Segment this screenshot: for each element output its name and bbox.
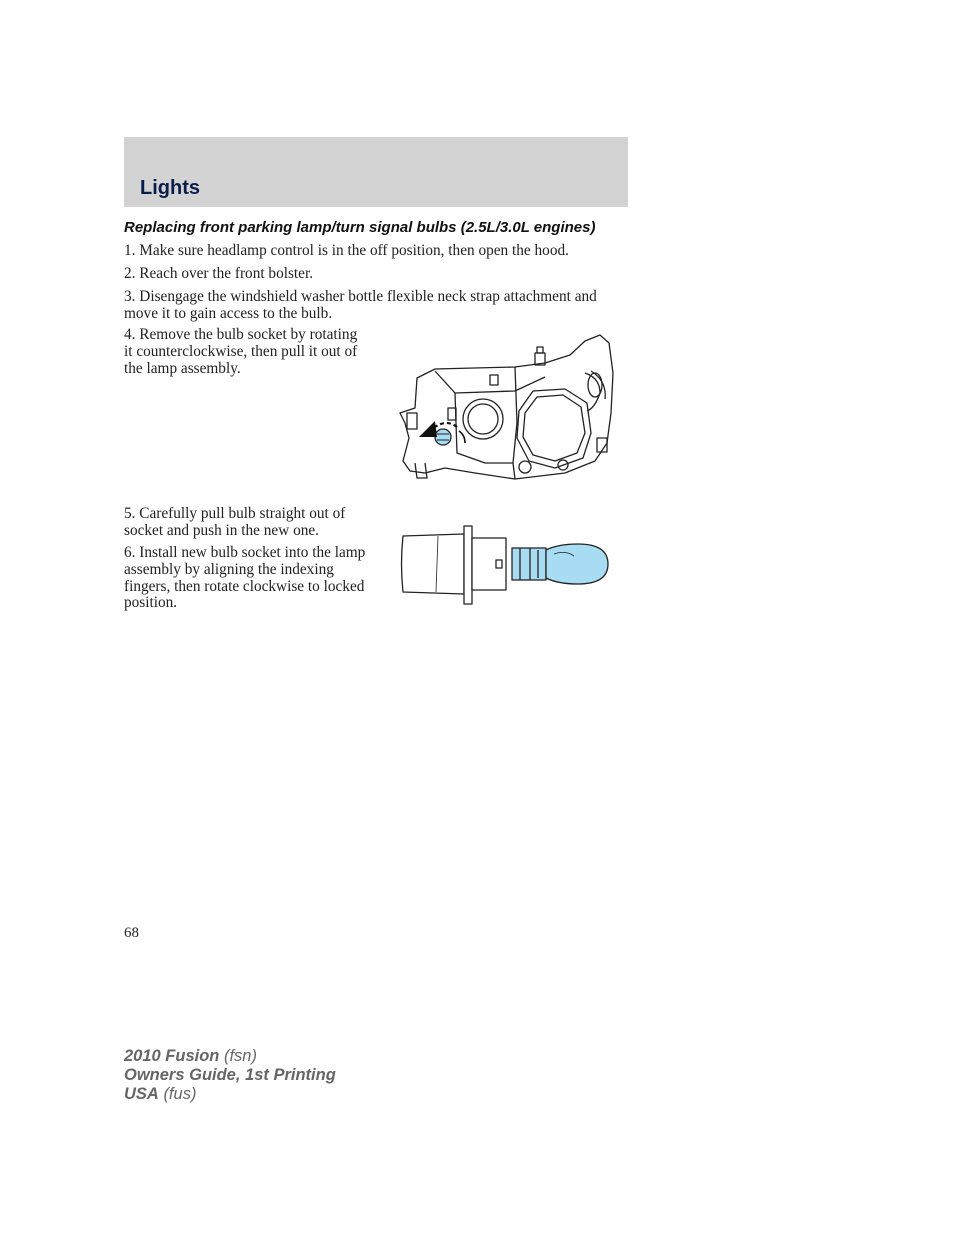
step-1: 1. Make sure headlamp control is in the off position, then open the hood. xyxy=(124,242,569,259)
footer-guide: Owners Guide, 1st Printing xyxy=(124,1066,336,1084)
section-header-band xyxy=(124,137,628,207)
footer-model-code: (fsn) xyxy=(223,1047,257,1065)
step-5: 5. Carefully pull bulb straight out of socket and push in the new one. xyxy=(124,505,346,539)
step-2: 2. Reach over the front bolster. xyxy=(124,265,314,282)
footer-line-guide xyxy=(124,1066,336,1085)
footer-line-market xyxy=(124,1085,336,1104)
footer-market-code: (fus) xyxy=(163,1085,197,1103)
page-number: 68 xyxy=(124,925,139,941)
footer-model: 2010 Fusion xyxy=(124,1047,220,1065)
lamp-assembly-illustration xyxy=(395,333,617,483)
step-4: 4. Remove the bulb socket by rotating it counterclockwise, then pull it out of the lamp assembly. xyxy=(124,326,358,377)
section-title: Lights xyxy=(140,177,200,199)
footer-line-model xyxy=(124,1047,336,1066)
procedure-heading: Replacing front parking lamp/turn signal bulbs (2.5L/3.0L engines) xyxy=(124,219,596,236)
step-3: 3. Disengage the windshield washer bottle flexible neck strap attachment and move it to gain access to the bulb. xyxy=(124,288,597,322)
step-6: 6. Install new bulb socket into the lamp assembly by aligning the indexing fingers, then rotate clockwise to locked position. xyxy=(124,544,366,612)
bulb-socket-illustration xyxy=(398,524,612,606)
bulb-socket-highlight xyxy=(435,429,451,445)
footer-market: USA xyxy=(124,1085,159,1103)
document-footer xyxy=(124,1047,336,1104)
